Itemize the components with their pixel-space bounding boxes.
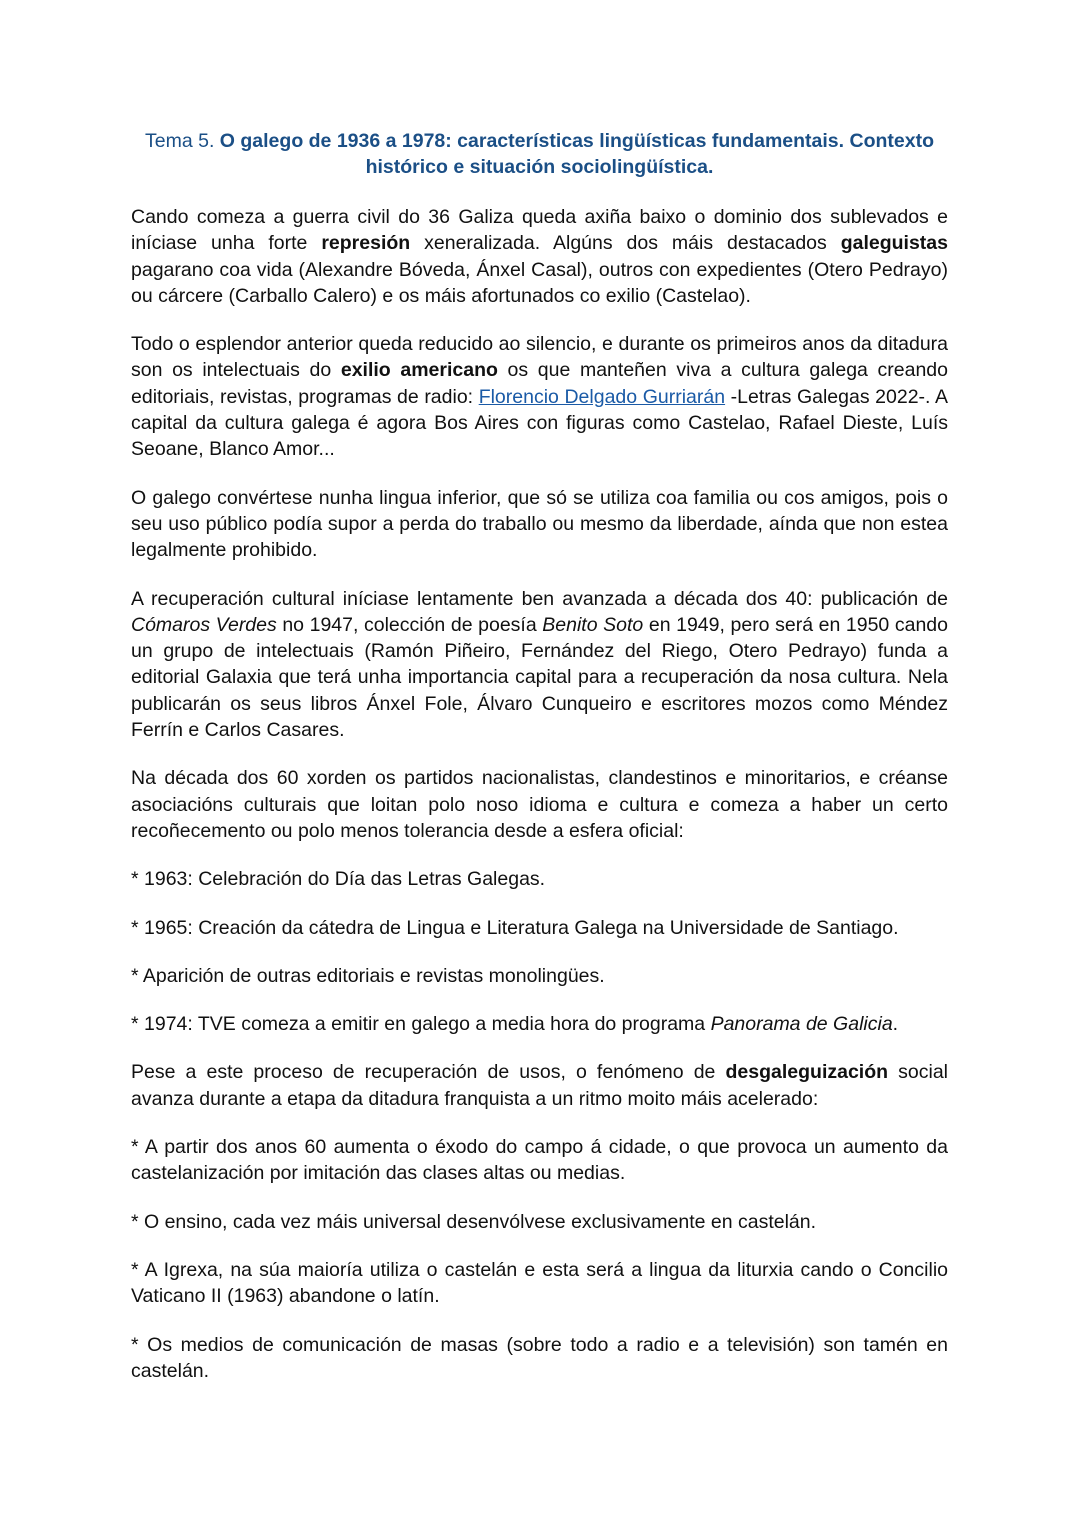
text-span: Pese a este proceso de recuperación de usos, o fenómeno de bbox=[131, 1061, 726, 1084]
paragraph-degalicianization bbox=[131, 1059, 948, 1112]
text-span: no 1947, colección de poesía bbox=[276, 613, 543, 636]
italic-title: Benito Soto bbox=[542, 613, 644, 636]
paragraph-cultural-recovery bbox=[131, 586, 948, 744]
bold-term: represión bbox=[321, 232, 411, 255]
text-span: . bbox=[892, 1013, 899, 1036]
list-item bbox=[131, 1011, 948, 1037]
document-page bbox=[131, 128, 948, 1406]
text-span: os que manteñen viva a cultura galega creando editoriais, revistas, programas de radio: bbox=[131, 359, 948, 408]
bold-term: exilio americano bbox=[340, 359, 498, 382]
list-item: * 1965: Creación da cátedra de Lingua e Literatura Galega na Universidade de Santiago. bbox=[131, 916, 899, 939]
title-bold: O galego de 1936 a 1978: características lingüísticas fundamentais. Contexto histórico e situación sociolingüística. bbox=[219, 130, 934, 178]
text-span: social avanza durante a etapa da ditadura franquista a un ritmo moito máis acelerado: bbox=[131, 1061, 948, 1110]
paragraph-sixties: Na década dos 60 xorden os partidos nacionalistas, clandestinos e minoritarios, e créanse asociacións culturais que loitan polo noso idioma e cultura e comeza a haber un certo recoñecemento ou polo menos tolerancia desde a esfera oficial: bbox=[131, 767, 948, 842]
text-span: Cando comeza a guerra civil do 36 Galiza queda axiña baixo o dominio dos sublevados e iníciase unha forte bbox=[131, 206, 948, 255]
bold-term: galeguistas bbox=[840, 232, 948, 255]
page-title bbox=[131, 128, 948, 180]
title-prefix: Tema 5. bbox=[145, 130, 220, 152]
list-item: * Aparición de outras editoriais e revistas monolingües. bbox=[131, 964, 605, 987]
text-span: en 1949, pero será en 1950 cando un grupo de intelectuais (Ramón Piñeiro, Fernández del Riego, Otero Pedrayo) funda a editorial Galaxia que terá unha importancia capital para a recuperación da nosa cultura. Nela publicarán os seus libros Ánxel Fole, Álvaro Cunqueiro e escritores mozos como Méndez Ferrín e Carlos Casares. bbox=[131, 613, 948, 742]
list-item: * O ensino, cada vez máis universal desenvólvese exclusivamente en castelán. bbox=[131, 1210, 817, 1233]
list-item: * A partir dos anos 60 aumenta o éxodo do campo á cidade, o que provoca un aumento da castelanización por imitación das clases altas ou medias. bbox=[131, 1136, 948, 1185]
paragraph-exile bbox=[131, 331, 948, 462]
paragraph-inferior-language: O galego convértese nunha lingua inferior, que só se utiliza coa familia ou cos amigos, pois o seu uso público podía supor a perda do traballo ou mesmo da liberdade, aínda que non estea legalmente prohibido. bbox=[131, 486, 948, 562]
text-span: A recuperación cultural iníciase lentamente ben avanzada a década dos 40: publicación de bbox=[131, 587, 948, 610]
list-item: * A Igrexa, na súa maioría utiliza o castelán e esta será a lingua da liturxia cando o Concilio Vaticano II (1963) abandone o latín. bbox=[131, 1258, 948, 1308]
florencio-link[interactable]: Florencio Delgado Gurriarán bbox=[478, 385, 726, 408]
text-span: Todo o esplendor anterior queda reducido ao silencio, e durante os primeiros anos da ditadura son os intelectuais do bbox=[131, 333, 948, 382]
list-item: * 1963: Celebración do Día das Letras Galegas. bbox=[131, 868, 546, 891]
list-item: * Os medios de comunicación de masas (sobre todo a radio e a televisión) son tamén en castelán. bbox=[131, 1333, 948, 1382]
text-span: * 1974: TVE comeza a emitir en galego a media hora do programa bbox=[131, 1013, 711, 1036]
paragraph-repression bbox=[131, 204, 948, 309]
text-span: pagarano coa vida (Alexandre Bóveda, Ánxel Casal), outros con expedientes (Otero Pedrayo) ou cárcere (Carballo Calero) e os máis afortunados co exilio (Castelao). bbox=[131, 258, 948, 307]
text-span: -Letras Galegas 2022-. A capital da cultura galega é agora Bos Aires con figuras como Castelao, Rafael Dieste, Luís Seoane, Blanco Amor... bbox=[131, 385, 948, 461]
italic-title: Panorama de Galicia bbox=[710, 1013, 893, 1036]
italic-title: Cómaros Verdes bbox=[131, 613, 277, 636]
text-span: xeneralizada. Algúns dos máis destacados bbox=[410, 232, 841, 255]
bold-term: desgaleguización bbox=[725, 1061, 889, 1084]
